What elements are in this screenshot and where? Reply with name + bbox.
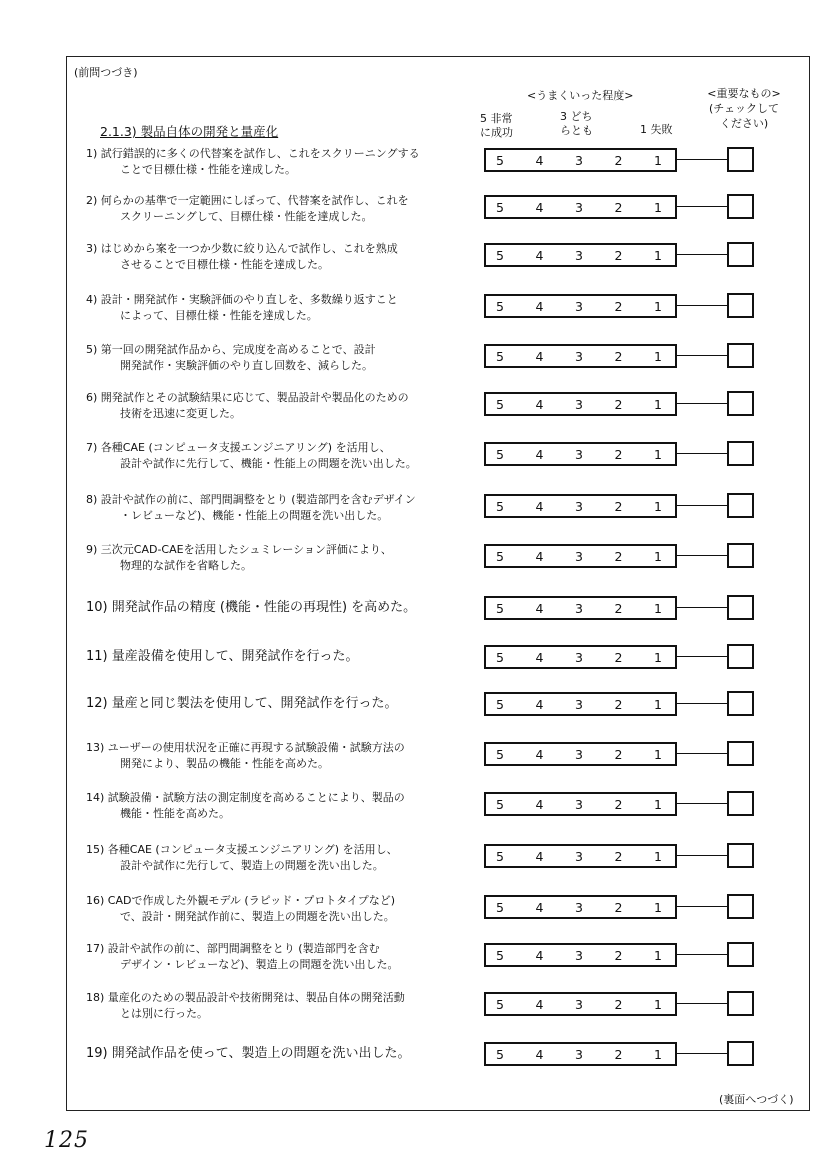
rating-option-5[interactable]: 5 xyxy=(496,996,504,1012)
rating-scale[interactable] xyxy=(484,148,677,172)
question-line-1: 1) 試行錯誤的に多くの代替案を試作し、これをスクリーニングする xyxy=(86,147,420,160)
rating-scale[interactable] xyxy=(484,596,677,620)
question-text xyxy=(86,1046,476,1062)
rating-option-2[interactable]: 2 xyxy=(614,396,623,412)
question-line-2: スクリーニングして、目標仕様・性能を達成した。 xyxy=(120,210,373,223)
connector-line xyxy=(677,1003,727,1004)
question-line-2: 機能・性能を高めた。 xyxy=(120,807,230,820)
rating-option-3[interactable]: 3 xyxy=(575,298,583,314)
rating-option-2[interactable]: 2 xyxy=(614,446,623,462)
rating-option-3[interactable]: 3 xyxy=(575,848,583,864)
rating-option-3[interactable]: 3 xyxy=(575,396,583,412)
connector-line xyxy=(677,703,727,704)
rating-scale[interactable] xyxy=(484,895,677,919)
rating-option-4[interactable]: 4 xyxy=(535,796,544,812)
question-line-2: 開発により、製品の機能・性能を高めた。 xyxy=(120,757,329,770)
question-text xyxy=(86,600,476,616)
importance-checkbox[interactable] xyxy=(727,791,754,816)
connector-line xyxy=(677,305,727,306)
question-line-1: 7) 各種CAE (コンピュータ支援エンジニアリング) を活用し、 xyxy=(86,441,391,454)
importance-checkbox[interactable] xyxy=(727,343,754,368)
rating-option-4[interactable]: 4 xyxy=(535,348,544,364)
connector-line xyxy=(677,1053,727,1054)
question-text xyxy=(86,390,476,422)
rating-option-1[interactable]: 1 xyxy=(654,996,662,1012)
importance-heading-line-2: (チェックして xyxy=(709,102,779,115)
rating-option-4[interactable]: 4 xyxy=(535,247,544,263)
rating-option-1[interactable]: 1 xyxy=(654,600,662,616)
importance-checkbox[interactable] xyxy=(727,391,754,416)
question-line-1: 16) CADで作成した外観モデル (ラピッド・プロトタイプなど) xyxy=(86,894,395,907)
question-text xyxy=(86,146,476,178)
scale-label-low: 1 失敗 xyxy=(640,123,673,136)
scale-label-high xyxy=(480,112,513,140)
rating-option-1[interactable]: 1 xyxy=(654,396,662,412)
rating-option-4[interactable]: 4 xyxy=(535,899,544,915)
question-line-2: 開発試作・実験評価のやり直し回数を、減らした。 xyxy=(120,359,373,372)
rating-option-2[interactable]: 2 xyxy=(614,996,623,1012)
rating-scale[interactable] xyxy=(484,442,677,466)
rating-option-1[interactable]: 1 xyxy=(654,649,662,665)
rating-option-3[interactable]: 3 xyxy=(575,247,583,263)
rating-option-5[interactable]: 5 xyxy=(496,848,504,864)
rating-option-1[interactable]: 1 xyxy=(654,696,662,712)
importance-heading-line-3: ください) xyxy=(719,117,769,130)
question-text xyxy=(86,292,476,324)
question-line-1: 2) 何らかの基準で一定範囲にしぼって、代替案を試作し、これを xyxy=(86,194,409,207)
rating-scale[interactable] xyxy=(484,692,677,716)
rating-option-5[interactable]: 5 xyxy=(496,247,504,263)
importance-checkbox[interactable] xyxy=(727,691,754,716)
connector-line xyxy=(677,954,727,955)
section-title: 2.1.3) 製品自体の開発と量産化 xyxy=(100,124,279,139)
question-text xyxy=(86,542,476,574)
importance-checkbox[interactable] xyxy=(727,543,754,568)
question-line-2: させることで目標仕様・性能を達成した。 xyxy=(120,258,329,271)
importance-checkbox[interactable] xyxy=(727,441,754,466)
importance-checkbox[interactable] xyxy=(727,293,754,318)
importance-checkbox[interactable] xyxy=(727,242,754,267)
rating-option-2[interactable]: 2 xyxy=(614,199,623,215)
rating-option-5[interactable]: 5 xyxy=(496,548,504,564)
rating-option-4[interactable]: 4 xyxy=(535,298,544,314)
rating-option-3[interactable]: 3 xyxy=(575,199,583,215)
rating-option-3[interactable]: 3 xyxy=(575,947,583,963)
connector-line xyxy=(677,355,727,356)
connector-line xyxy=(677,803,727,804)
scale-label-mid xyxy=(560,110,593,138)
question-text xyxy=(86,342,476,374)
rating-option-3[interactable]: 3 xyxy=(575,1046,583,1062)
rating-option-3[interactable]: 3 xyxy=(575,996,583,1012)
importance-checkbox[interactable] xyxy=(727,1041,754,1066)
rating-option-4[interactable]: 4 xyxy=(535,947,544,963)
importance-checkbox[interactable] xyxy=(727,595,754,620)
question-text xyxy=(86,740,476,772)
question-text xyxy=(86,941,476,973)
rating-option-5[interactable]: 5 xyxy=(496,298,504,314)
rating-option-3[interactable]: 3 xyxy=(575,446,583,462)
importance-heading-line-1: <重要なもの> xyxy=(707,87,781,100)
rating-option-3[interactable]: 3 xyxy=(575,600,583,616)
rating-option-4[interactable]: 4 xyxy=(535,396,544,412)
question-line-1: 8) 設計や試作の前に、部門間調整をとり (製造部門を含むデザイン xyxy=(86,493,416,506)
scale-label-mid-line-1: 3 どち xyxy=(560,110,593,123)
question-line-2: 技術を迅速に変更した。 xyxy=(120,407,241,420)
rating-option-3[interactable]: 3 xyxy=(575,796,583,812)
importance-checkbox[interactable] xyxy=(727,194,754,219)
rating-option-3[interactable]: 3 xyxy=(575,548,583,564)
question-text xyxy=(86,241,476,273)
rating-option-4[interactable]: 4 xyxy=(535,600,544,616)
rating-option-5[interactable]: 5 xyxy=(496,348,504,364)
question-line-1: 3) はじめから案を一つか少数に絞り込んで試作し、これを熟成 xyxy=(86,242,398,255)
rating-option-2[interactable]: 2 xyxy=(614,247,623,263)
rating-option-2[interactable]: 2 xyxy=(614,298,623,314)
rating-option-1[interactable]: 1 xyxy=(654,348,662,364)
rating-option-2[interactable]: 2 xyxy=(614,600,623,616)
connector-line xyxy=(677,607,727,608)
importance-checkbox[interactable] xyxy=(727,991,754,1016)
question-text xyxy=(86,790,476,822)
question-line-1: 6) 開発試作とその試験結果に応じて、製品設計や製品化のための xyxy=(86,391,409,404)
question-line-2: デザイン・レビューなど)、製造上の問題を洗い出した。 xyxy=(120,958,399,971)
rating-option-1[interactable]: 1 xyxy=(654,848,662,864)
rating-option-5[interactable]: 5 xyxy=(496,947,504,963)
rating-option-5[interactable]: 5 xyxy=(496,649,504,665)
rating-scale[interactable] xyxy=(484,392,677,416)
rating-option-5[interactable]: 5 xyxy=(496,899,504,915)
rating-scale[interactable] xyxy=(484,195,677,219)
rating-scale[interactable] xyxy=(484,645,677,669)
rating-option-4[interactable]: 4 xyxy=(535,649,544,665)
rating-scale[interactable] xyxy=(484,742,677,766)
rating-option-4[interactable]: 4 xyxy=(535,848,544,864)
rating-option-1[interactable]: 1 xyxy=(654,247,662,263)
page-number: 125 xyxy=(44,1128,89,1153)
rating-option-5[interactable]: 5 xyxy=(496,696,504,712)
rating-option-3[interactable]: 3 xyxy=(575,899,583,915)
connector-line xyxy=(677,453,727,454)
rating-option-1[interactable]: 1 xyxy=(654,899,662,915)
question-line-1: 12) 量産と同じ製法を使用して、開発試作を行った。 xyxy=(86,696,398,711)
rating-option-4[interactable]: 4 xyxy=(535,446,544,462)
importance-checkbox[interactable] xyxy=(727,741,754,766)
question-line-2: とは別に行った。 xyxy=(120,1007,208,1020)
rating-option-4[interactable]: 4 xyxy=(535,1046,544,1062)
rating-scale[interactable] xyxy=(484,1042,677,1066)
question-line-1: 14) 試験設備・試験方法の測定制度を高めることにより、製品の xyxy=(86,791,405,804)
question-line-1: 19) 開発試作品を使って、製造上の問題を洗い出した。 xyxy=(86,1046,411,1061)
rating-scale[interactable] xyxy=(484,243,677,267)
question-line-1: 17) 設計や試作の前に、部門間調整をとり (製造部門を含む xyxy=(86,942,380,955)
question-line-1: 13) ユーザーの使用状況を正確に再現する試験設備・試験方法の xyxy=(86,741,405,754)
rating-option-4[interactable]: 4 xyxy=(535,746,544,762)
rating-option-5[interactable]: 5 xyxy=(496,199,504,215)
question-text xyxy=(86,842,476,874)
question-line-2: で、設計・開発試作前に、製造上の問題を洗い出した。 xyxy=(120,910,395,923)
question-text xyxy=(86,696,476,712)
rating-option-3[interactable]: 3 xyxy=(575,649,583,665)
rating-option-2[interactable]: 2 xyxy=(614,696,623,712)
rating-option-1[interactable]: 1 xyxy=(654,298,662,314)
rating-option-5[interactable]: 5 xyxy=(496,746,504,762)
rating-option-1[interactable]: 1 xyxy=(654,498,662,514)
rating-option-5[interactable]: 5 xyxy=(496,396,504,412)
connector-line xyxy=(677,206,727,207)
question-text xyxy=(86,193,476,225)
rating-scale[interactable] xyxy=(484,844,677,868)
rating-option-5[interactable]: 5 xyxy=(496,498,504,514)
rating-scale[interactable] xyxy=(484,792,677,816)
rating-option-4[interactable]: 4 xyxy=(535,498,544,514)
importance-heading xyxy=(694,86,794,131)
rating-option-1[interactable]: 1 xyxy=(654,446,662,462)
question-line-2: 設計や試作に先行して、機能・性能上の問題を洗い出した。 xyxy=(120,457,417,470)
rating-scale[interactable] xyxy=(484,294,677,318)
question-line-1: 15) 各種CAE (コンピュータ支援エンジニアリング) を活用し、 xyxy=(86,843,398,856)
rating-option-2[interactable]: 2 xyxy=(614,947,623,963)
rating-option-4[interactable]: 4 xyxy=(535,152,544,168)
rating-option-1[interactable]: 1 xyxy=(654,746,662,762)
rating-scale[interactable] xyxy=(484,344,677,368)
scale-label-high-line-2: に成功 xyxy=(480,126,513,139)
rating-option-1[interactable]: 1 xyxy=(654,947,662,963)
question-line-1: 9) 三次元CAD-CAEを活用したシュミレーション評価により、 xyxy=(86,543,392,556)
importance-checkbox[interactable] xyxy=(727,894,754,919)
question-line-2: 設計や試作に先行して、製造上の問題を洗い出した。 xyxy=(120,859,384,872)
rating-option-4[interactable]: 4 xyxy=(535,548,544,564)
connector-line xyxy=(677,855,727,856)
rating-heading: <うまくいった程度> xyxy=(527,89,634,102)
importance-checkbox[interactable] xyxy=(727,493,754,518)
rating-option-2[interactable]: 2 xyxy=(614,548,623,564)
rating-option-5[interactable]: 5 xyxy=(496,796,504,812)
connector-line xyxy=(677,753,727,754)
question-text xyxy=(86,649,476,665)
rating-option-2[interactable]: 2 xyxy=(614,899,623,915)
continued-from-label: (前問つづき) xyxy=(74,66,138,79)
connector-line xyxy=(677,403,727,404)
rating-option-3[interactable]: 3 xyxy=(575,348,583,364)
question-line-2: によって、目標仕様・性能を達成した。 xyxy=(120,309,318,322)
rating-scale[interactable] xyxy=(484,943,677,967)
question-line-2: ・レビューなど)、機能・性能上の問題を洗い出した。 xyxy=(120,509,389,522)
rating-option-2[interactable]: 2 xyxy=(614,746,623,762)
scale-label-high-line-1: 5 非常 xyxy=(480,112,513,125)
importance-checkbox[interactable] xyxy=(727,147,754,172)
question-line-2: 物理的な試作を省略した。 xyxy=(120,559,252,572)
rating-option-4[interactable]: 4 xyxy=(535,696,544,712)
rating-option-5[interactable]: 5 xyxy=(496,446,504,462)
rating-option-2[interactable]: 2 xyxy=(614,498,623,514)
rating-option-5[interactable]: 5 xyxy=(496,600,504,616)
question-text xyxy=(86,990,476,1022)
scale-label-mid-line-2: らとも xyxy=(560,124,593,137)
question-line-1: 5) 第一回の開発試作品から、完成度を高めることで、設計 xyxy=(86,343,376,356)
rating-option-4[interactable]: 4 xyxy=(535,996,544,1012)
rating-option-2[interactable]: 2 xyxy=(614,1046,623,1062)
question-line-1: 4) 設計・開発試作・実験評価のやり直しを、多数繰り返すこと xyxy=(86,293,398,306)
question-text xyxy=(86,440,476,472)
rating-option-4[interactable]: 4 xyxy=(535,199,544,215)
rating-option-2[interactable]: 2 xyxy=(614,848,623,864)
connector-line xyxy=(677,656,727,657)
rating-option-1[interactable]: 1 xyxy=(654,548,662,564)
rating-scale[interactable] xyxy=(484,494,677,518)
importance-checkbox[interactable] xyxy=(727,843,754,868)
question-line-2: ことで目標仕様・性能を達成した。 xyxy=(120,163,296,176)
connector-line xyxy=(677,505,727,506)
rating-option-3[interactable]: 3 xyxy=(575,498,583,514)
rating-option-2[interactable]: 2 xyxy=(614,649,623,665)
importance-checkbox[interactable] xyxy=(727,942,754,967)
question-line-1: 18) 量産化のための製品設計や技術開発は、製品自体の開発活動 xyxy=(86,991,405,1004)
rating-scale[interactable] xyxy=(484,992,677,1016)
rating-option-1[interactable]: 1 xyxy=(654,1046,662,1062)
rating-option-2[interactable]: 2 xyxy=(614,348,623,364)
rating-option-1[interactable]: 1 xyxy=(654,152,662,168)
connector-line xyxy=(677,159,727,160)
question-line-1: 10) 開発試作品の精度 (機能・性能の再現性) を高めた。 xyxy=(86,600,417,615)
rating-option-2[interactable]: 2 xyxy=(614,152,623,168)
rating-option-5[interactable]: 5 xyxy=(496,1046,504,1062)
rating-option-3[interactable]: 3 xyxy=(575,696,583,712)
rating-scale[interactable] xyxy=(484,544,677,568)
connector-line xyxy=(677,254,727,255)
continued-on-back-label: (裏面へつづく) xyxy=(719,1093,794,1106)
rating-option-5[interactable]: 5 xyxy=(496,152,504,168)
rating-option-3[interactable]: 3 xyxy=(575,746,583,762)
rating-option-2[interactable]: 2 xyxy=(614,796,623,812)
rating-option-1[interactable]: 1 xyxy=(654,199,662,215)
question-line-1: 11) 量産設備を使用して、開発試作を行った。 xyxy=(86,649,359,664)
importance-checkbox[interactable] xyxy=(727,644,754,669)
question-text xyxy=(86,492,476,524)
rating-option-3[interactable]: 3 xyxy=(575,152,583,168)
connector-line xyxy=(677,906,727,907)
question-text xyxy=(86,893,476,925)
connector-line xyxy=(677,555,727,556)
rating-option-1[interactable]: 1 xyxy=(654,796,662,812)
